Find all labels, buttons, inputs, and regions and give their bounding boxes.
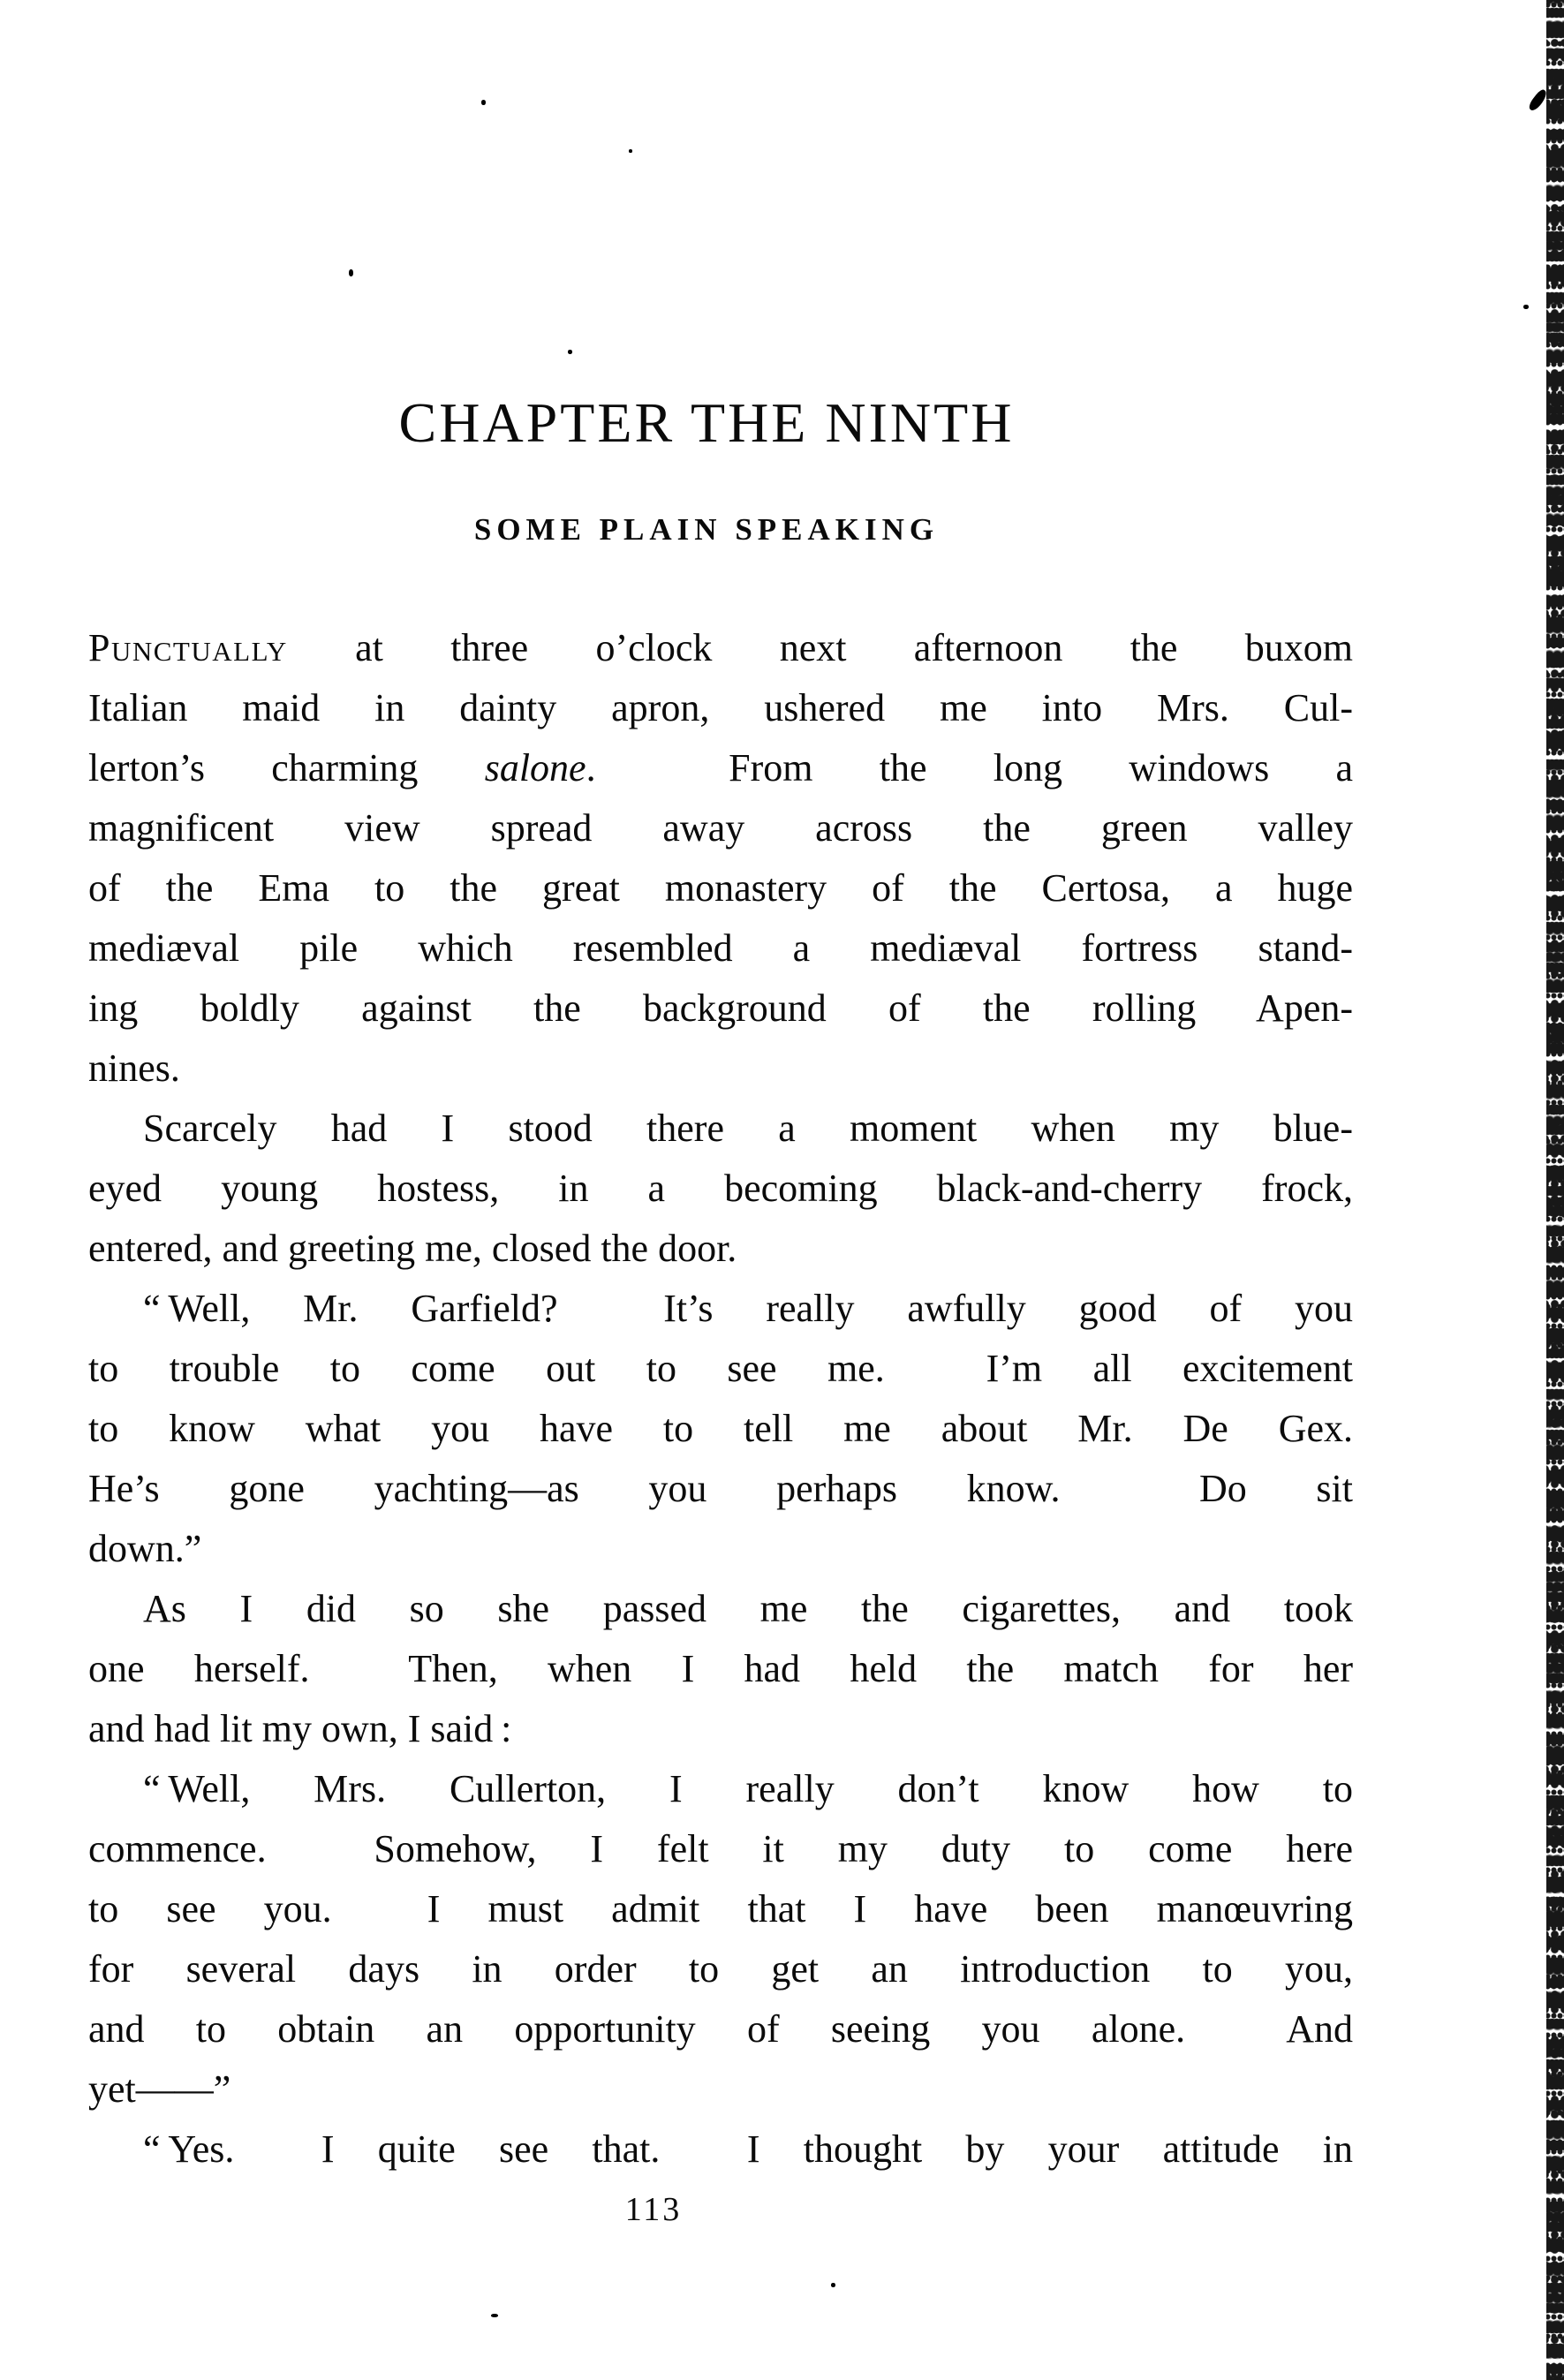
text-line (88, 1459, 1353, 1519)
text-line (88, 2059, 1353, 2119)
text-line (88, 1879, 1353, 1939)
text-segment: Punctually (88, 626, 288, 669)
ink-speck (629, 149, 632, 153)
ink-speck (491, 2314, 498, 2317)
text-segment: to trouble to come out to see me. I’m all excitement (88, 1347, 1353, 1390)
text-segment: As I did so she passed me the cigarettes, and took (143, 1587, 1353, 1630)
chapter-heading: CHAPTER THE NINTH (398, 391, 1015, 454)
body-text (88, 618, 1353, 2180)
text-segment: “ Well, Mrs. Cullerton, I really don’t know how to (143, 1767, 1353, 1810)
text-line (88, 918, 1353, 978)
text-line (88, 618, 1353, 678)
text-segment: eyed young hostess, in a becoming black-and-cherry frock, (88, 1167, 1353, 1210)
text-line (88, 678, 1353, 738)
text-segment: of the Ema to the great monastery of the Certosa, a huge (88, 866, 1353, 910)
text-segment: ing boldly against the background of the rolling Apen- (88, 986, 1353, 1030)
text-line (88, 1699, 1353, 1759)
text-line (88, 1759, 1353, 1819)
text-segment: at three o’clock next afternoon the buxom (287, 626, 1353, 669)
text-segment: and had lit my own, I said : (88, 1707, 512, 1750)
text-segment: lerton’s charming (88, 746, 485, 790)
ink-speck (481, 100, 486, 105)
text-line (88, 738, 1353, 798)
text-line (88, 1939, 1353, 1999)
text-segment: to see you. I must admit that I have been manœuvring (88, 1887, 1353, 1930)
text-line (88, 1339, 1353, 1399)
text-line (88, 858, 1353, 918)
text-segment: for several days in order to get an introduction to you, (88, 1947, 1353, 1991)
text-segment: magnificent view spread away across the green valley (88, 806, 1353, 850)
text-line (88, 1579, 1353, 1639)
text-segment: and to obtain an opportunity of seeing you alone. And (88, 2007, 1353, 2051)
text-line (88, 2119, 1353, 2180)
ink-speck (831, 2283, 835, 2287)
text-segment: . From the long windows a (586, 746, 1353, 790)
text-segment: yet——” (88, 2067, 231, 2111)
text-segment: to know what you have to tell me about Mr. De Gex. (88, 1407, 1353, 1450)
scan-noise-right-edge (1546, 0, 1564, 2380)
text-segment: Italian maid in dainty apron, ushered me into Mrs. Cul- (88, 686, 1353, 729)
text-segment: nines. (88, 1046, 180, 1090)
text-segment: salone (484, 746, 586, 790)
page-number: 113 (624, 2191, 683, 2228)
text-segment: one herself. Then, when I had held the match for her (88, 1647, 1353, 1690)
text-segment: He’s gone yachting—as you perhaps know. Do sit (88, 1467, 1353, 1510)
text-line (88, 1279, 1353, 1339)
text-segment: commence. Somehow, I felt it my duty to come here (88, 1827, 1353, 1870)
text-line (88, 1639, 1353, 1699)
text-segment: “ Well, Mr. Garfield? It’s really awfully good of you (143, 1287, 1353, 1330)
ink-speck (1523, 305, 1529, 309)
text-line (88, 1099, 1353, 1159)
text-line (88, 978, 1353, 1039)
text-line (88, 1219, 1353, 1279)
text-line (88, 1159, 1353, 1219)
ink-speck (568, 350, 572, 354)
text-line (88, 798, 1353, 858)
text-segment: “ Yes. I quite see that. I thought by your attitude in (143, 2127, 1353, 2171)
text-segment: Scarcely had I stood there a moment when my blue- (143, 1107, 1353, 1150)
text-line (88, 1039, 1353, 1099)
text-line (88, 1999, 1353, 2059)
text-line (88, 1519, 1353, 1579)
text-line (88, 1399, 1353, 1459)
text-segment: mediæval pile which resembled a mediæval fortress stand- (88, 926, 1353, 970)
text-segment: down.” (88, 1527, 202, 1570)
ink-speck (349, 269, 353, 276)
chapter-subtitle: SOME PLAIN SPEAKING (473, 512, 940, 547)
text-segment: entered, and greeting me, closed the door. (88, 1227, 737, 1270)
text-line (88, 1819, 1353, 1879)
